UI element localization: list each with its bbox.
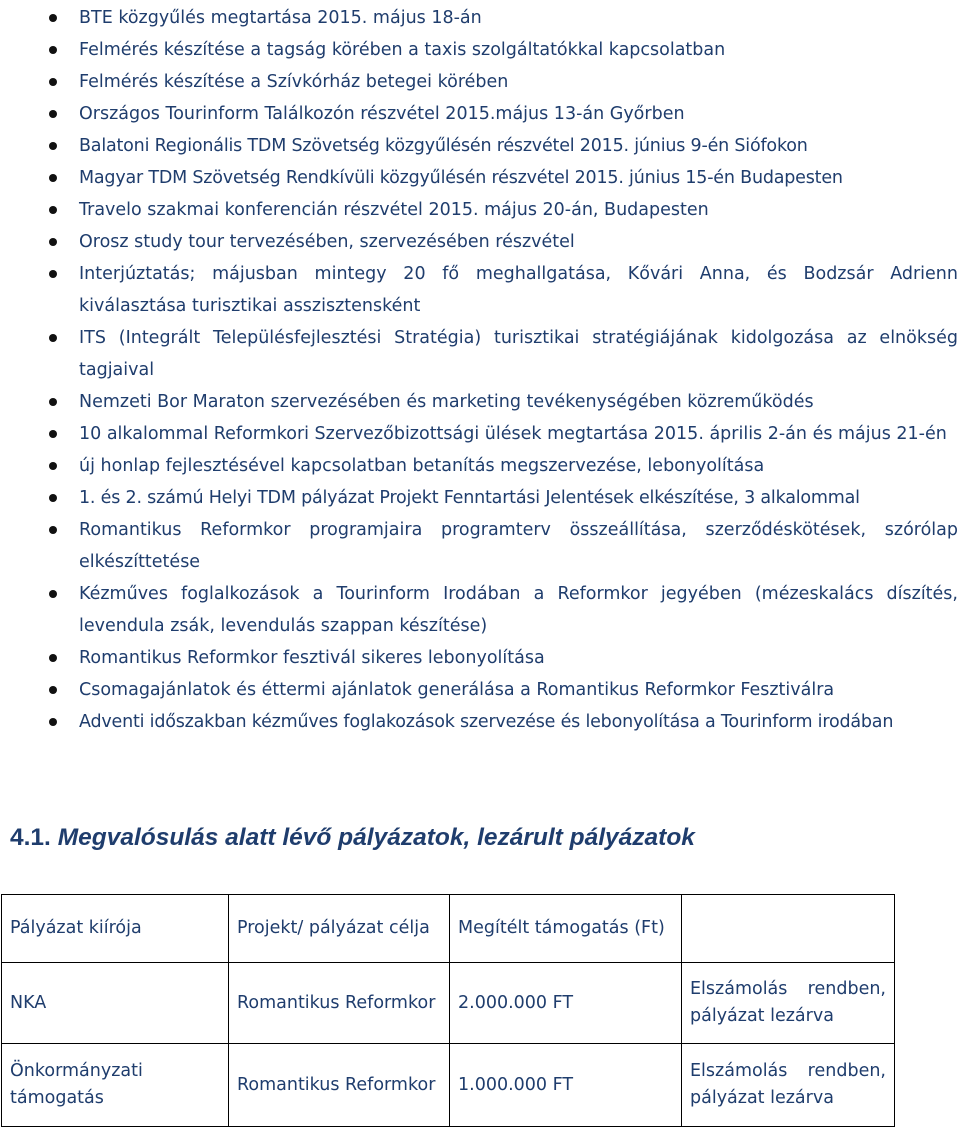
list-item-text: Balatoni Regionális TDM Szövetség közgyűlésén részvétel 2015. június 9-én Siófokon (79, 136, 808, 156)
bullet-icon (49, 142, 57, 150)
table-cell: NKA (2, 963, 229, 1044)
bullet-icon (49, 430, 57, 438)
bullet-icon (49, 110, 57, 118)
bullet-icon (49, 526, 57, 534)
list-item-text: ITS (Integrált Településfejlesztési Stratégia) turisztikai stratégiájának kidolgozása az elnökség tagjaival (79, 328, 958, 380)
table-header-row (2, 895, 895, 963)
bullet-icon (49, 494, 57, 502)
list-item (0, 66, 960, 98)
list-item (0, 706, 960, 738)
list-item-text: Felmérés készítése a Szívkórház betegei körében (79, 72, 509, 92)
bullet-icon (49, 462, 57, 470)
table-cell: Romantikus Reformkor (229, 1044, 450, 1127)
list-item-text: Romantikus Reformkor fesztivál sikeres lebonyolítása (79, 648, 545, 668)
table-row (2, 963, 895, 1044)
table-header-cell: Pályázat kiírója (2, 895, 229, 963)
list-item (0, 322, 960, 386)
list-item-text: Országos Tourinform Találkozón részvétel 2015.május 13-án Győrben (79, 104, 685, 124)
section-title: Megvalósulás alatt lévő pályázatok, lezárult pályázatok (57, 824, 695, 851)
list-item-text: Nemzeti Bor Maraton szervezésében és marketing tevékenységében közreműködés (79, 392, 814, 412)
bullet-icon (49, 334, 57, 342)
list-item-text: 1. és 2. számú Helyi TDM pályázat Projekt Fenntartási Jelentések elkészítése, 3 alkalommal (79, 488, 860, 508)
list-item (0, 130, 960, 162)
list-item (0, 578, 960, 642)
list-item (0, 162, 960, 194)
list-item (0, 226, 960, 258)
bullet-icon (49, 174, 57, 182)
list-item (0, 450, 960, 482)
list-item-text: Orosz study tour tervezésében, szervezésében részvétel (79, 232, 575, 252)
list-item (0, 258, 960, 322)
bullet-icon (49, 398, 57, 406)
bullet-icon (49, 14, 57, 22)
bullet-icon (49, 654, 57, 662)
table-header-cell: Projekt/ pályázat célja (229, 895, 450, 963)
activity-list (0, 2, 960, 738)
table-cell: 2.000.000 FT (450, 963, 682, 1044)
list-item (0, 34, 960, 66)
list-item (0, 98, 960, 130)
bullet-icon (49, 206, 57, 214)
list-item-text: Kézműves foglalkozások a Tourinform Irodában a Reformkor jegyében (mézeskalács díszítés, levendula zsák, levendulás szappan készítése) (79, 584, 958, 636)
bullet-icon (49, 46, 57, 54)
list-item-text: BTE közgyűlés megtartása 2015. május 18-án (79, 8, 482, 28)
grants-table (1, 894, 895, 1127)
list-item (0, 386, 960, 418)
section-number: 4.1. (10, 824, 51, 851)
list-item-text: Felmérés készítése a tagság körében a taxis szolgáltatókkal kapcsolatban (79, 40, 726, 60)
list-item-text: Travelo szakmai konferencián részvétel 2015. május 20-án, Budapesten (79, 200, 709, 220)
table-cell: 1.000.000 FT (450, 1044, 682, 1127)
list-item (0, 2, 960, 34)
list-item (0, 514, 960, 578)
list-item (0, 194, 960, 226)
bullet-icon (49, 718, 57, 726)
list-item (0, 482, 960, 514)
bullet-icon (49, 590, 57, 598)
list-item (0, 418, 960, 450)
list-item-text: Csomagajánlatok és éttermi ajánlatok generálása a Romantikus Reformkor Fesztiválra (79, 680, 835, 700)
table-cell: Romantikus Reformkor (229, 963, 450, 1044)
list-item-text: Adventi időszakban kézműves foglakozások szervezése és lebonyolítása a Tourinform irodában (79, 712, 894, 732)
bullet-icon (49, 686, 57, 694)
list-item-text: Interjúztatás; májusban mintegy 20 fő meghallgatása, Kővári Anna, és Bodzsár Adrienn kiválasztása turisztikai asszisztensként (79, 264, 958, 316)
list-item-text: Magyar TDM Szövetség Rendkívüli közgyűlésén részvétel 2015. június 15-én Budapesten (79, 168, 843, 188)
table-header-cell: Megítélt támogatás (Ft) (450, 895, 682, 963)
bullet-icon (49, 238, 57, 246)
table-header-cell (682, 895, 895, 963)
list-item-text: Romantikus Reformkor programjaira programterv összeállítása, szerződéskötések, szórólap elkészíttetése (79, 520, 958, 572)
list-item-text: új honlap fejlesztésével kapcsolatban betanítás megszervezése, lebonyolítása (79, 456, 765, 476)
table-cell: Elszámolás rendben, pályázat lezárva (682, 1044, 895, 1127)
list-item (0, 642, 960, 674)
table-row (2, 1044, 895, 1127)
table-cell: Elszámolás rendben, pályázat lezárva (682, 963, 895, 1044)
list-item-text: 10 alkalommal Reformkori Szervezőbizottsági ülések megtartása 2015. április 2-án és május 21-én (79, 424, 947, 444)
list-item (0, 674, 960, 706)
section-heading (10, 824, 695, 852)
table-cell: Önkormányzati támogatás (2, 1044, 229, 1127)
bullet-icon (49, 78, 57, 86)
bullet-icon (49, 270, 57, 278)
